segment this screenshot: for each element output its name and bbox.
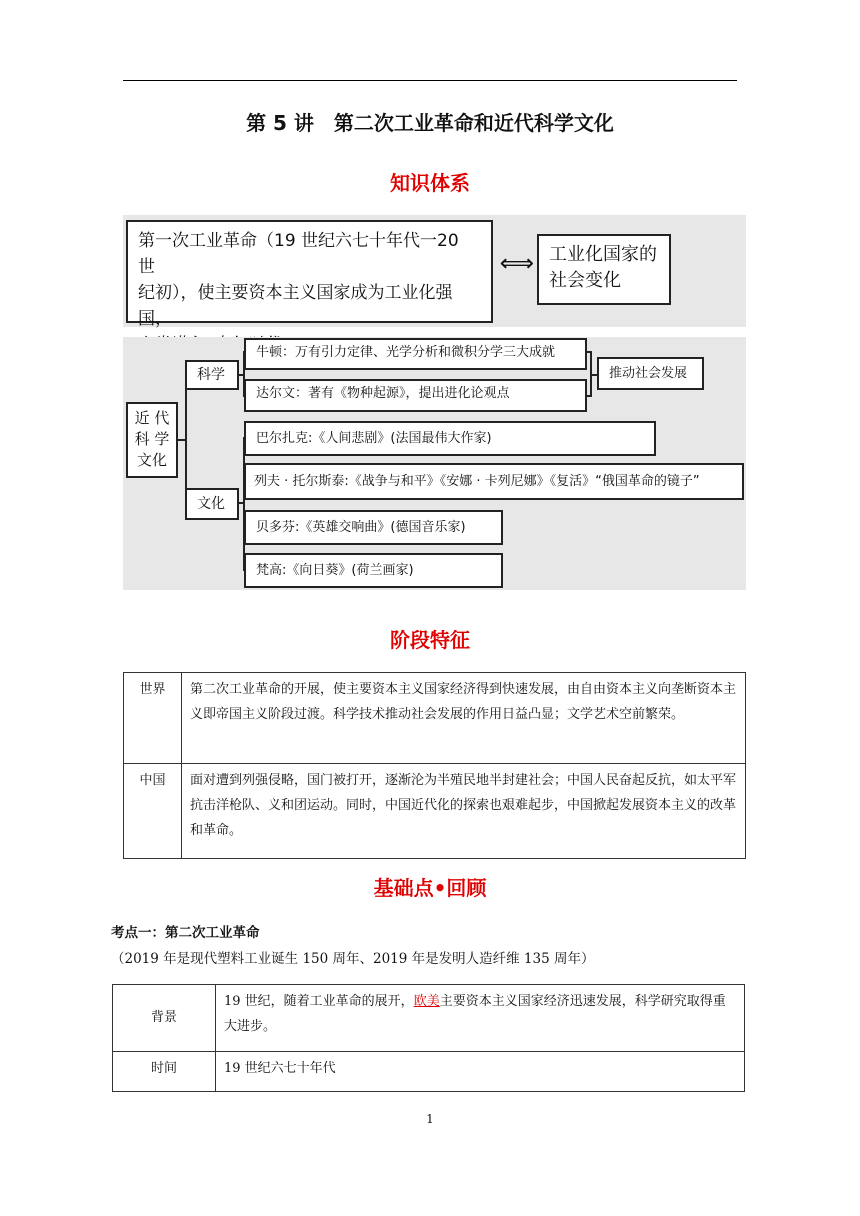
first-industrial-revolution-box [126,220,493,329]
row-text: 面对遭到列强侵略，国门被打开，逐渐沦为半殖民地半封建社会；中国人民奋起反抗，如太平军抗击洋枪队、义和团运动。同时，中国近代化的探索也艰难起步，中国掀起发展资本主义的改革和革命。 [182,764,746,859]
double-arrow-icon: ⟺ [499,249,535,277]
section-heading-review: 基础点•回顾 [373,876,487,900]
table-row [124,673,746,764]
row-text [216,985,745,1052]
row-text: 第二次工业革命的开展，使主要资本主义国家经济得到快速发展，由自由资本主义向垄断资本主义即帝国主义阶段过渡。科学技术推动社会发展的作用日益凸显；文学艺术空前繁荣。 [182,673,746,764]
science-label-box: 科学 [185,360,239,390]
diagram-panel-top [123,215,746,327]
box-line: 第一次工业革命（19 世纪六七十年代一20 世 [138,231,459,277]
culture-item-beethoven: 贝多芬:《英雄交响曲》(德国音乐家) [244,510,503,545]
culture-item-van-gogh: 梵高:《向日葵》(荷兰画家) [244,553,503,588]
stage-table [123,672,746,859]
kaodian-paragraph [111,920,741,972]
table-row [113,985,745,1052]
social-change-box [537,234,671,305]
table-row [124,764,746,859]
modern-science-culture-box [126,402,178,478]
page-number: 1 [426,1112,434,1126]
culture-item-tolstoy: 列夫 · 托尔斯泰:《战争与和平》《安娜 · 卡列尼娜》《复活》“俄国革命的镜子” [244,463,744,500]
diagram-panel-bottom [123,337,746,590]
section-heading-stage: 阶段特征 [390,628,470,652]
connector-line [243,437,245,571]
science-item-darwin: 达尔文：著有《物种起源》，提出进化论观点 [244,379,587,412]
science-item-newton: 牛顿：万有引力定律、光学分析和微积分学三大成就 [244,338,587,370]
culture-label-box: 文化 [185,488,239,520]
box-line: 科 学 [134,430,170,448]
row-text: 19 世纪六七十年代 [216,1052,745,1092]
box-line: 工业化国家的 [549,244,657,265]
table-row [113,1052,745,1092]
box-line: 社会变化 [549,270,621,291]
box-line: 近 代 [134,409,170,427]
section-heading-knowledge: 知识体系 [390,171,470,195]
header-rule [123,80,737,81]
box-line: 纪初），使主要资本主义国家成为工业化强国， [138,283,453,329]
text-span: 19 世纪，随着工业革命的展开， [224,994,414,1009]
row-label: 时间 [113,1052,216,1092]
text-span: 主要资本主义国家经济迅速发展，科学研究取得重大进步。 [224,994,726,1034]
kaodian-label: 考点一：第二次工业革命 [111,925,260,941]
box-line: 文化 [136,451,167,469]
row-label: 背景 [113,985,216,1052]
page-title: 第 5 讲 第二次工业革命和近代科学文化 [246,111,614,135]
highlighted-text: 欧美 [413,994,440,1009]
kaodian-note: （2019 年是现代塑料工业诞生 150 周年、2019 年是发明人造纤维 135 周年） [111,951,595,967]
row-label: 中国 [124,764,182,859]
detail-table [112,984,745,1092]
culture-item-balzac: 巴尔扎克:《人间悲剧》(法国最伟大作家) [244,421,656,456]
science-result-box: 推动社会发展 [597,357,704,390]
row-label: 世界 [124,673,182,764]
